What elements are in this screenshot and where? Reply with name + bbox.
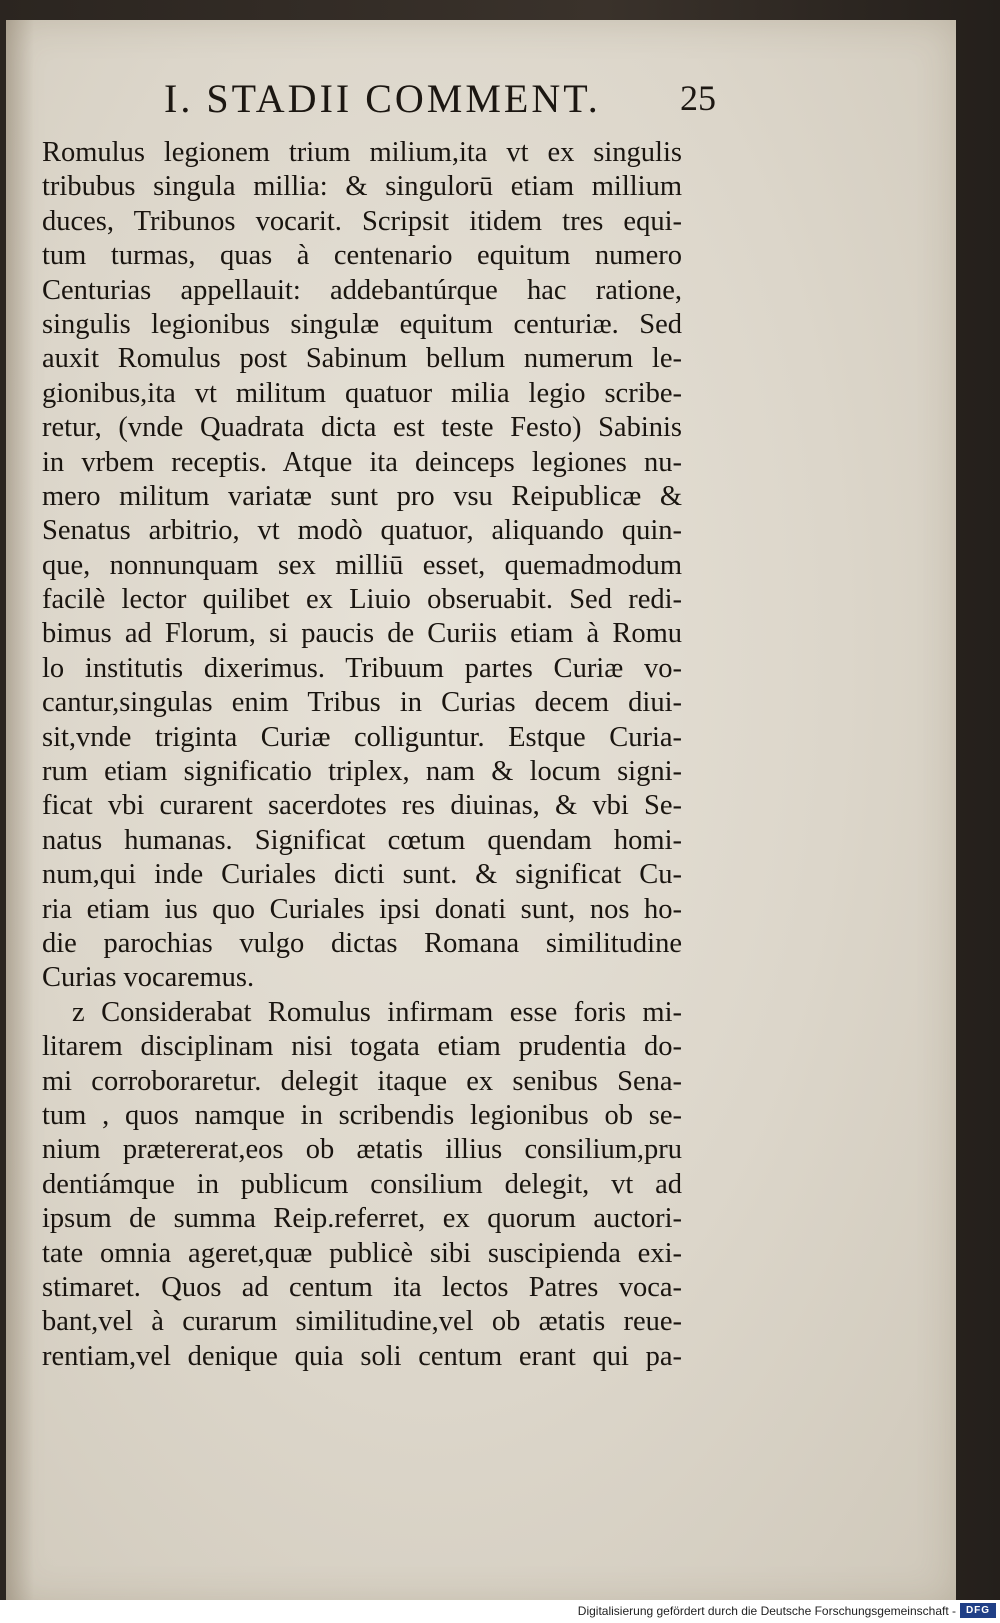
text-line: Romulus legionem trium milium,ita vt ex singulis (42, 137, 682, 168)
text-line: tum , quos namque in scribendis legionibus ob se- (42, 1099, 682, 1131)
funding-credit: Digitalisierung gefördert durch die Deutsche Forschungsgemeinschaft - (577, 1604, 956, 1618)
text-line: natus humanas. Significat cœtum quendam homi- (42, 824, 682, 856)
page-gutter-shadow (6, 20, 34, 1605)
text-line: duces, Tribunos vocarit. Scripsit itidem tres equi- (42, 205, 682, 237)
text-line: rentiam,vel denique quia soli centum erant qui pa- (42, 1340, 682, 1372)
text-line: gionibus,ita vt militum quatuor milia legio scribe- (42, 377, 682, 409)
text-line: Centurias appellauit: addebantúrque hac ratione, (42, 274, 682, 306)
running-title: I. STADII COMMENT. (164, 76, 601, 121)
text-line: mero militum variatæ sunt pro vsu Reipublicæ & (42, 480, 682, 512)
text-line: in vrbem receptis. Atque ita deinceps legiones nu- (42, 446, 682, 478)
text-line: tum turmas, quas à centenario equitum numero (42, 240, 682, 272)
text-line: dentiámque in publicum consilium delegit, vt ad (42, 1168, 682, 1200)
text-line: bimus ad Florum, si paucis de Curiis etiam à Romu (42, 618, 682, 650)
text-line: cantur,singulas enim Tribus in Curias decem diui- (42, 687, 682, 719)
text-line: facilè lector quilibet ex Liuio obseruabit. Sed redi- (42, 584, 682, 616)
text-line: tribubus singula millia: & singulorū etiam millium (42, 171, 682, 203)
text-line: num,qui inde Curiales dicti sunt. & significat Cu- (42, 859, 682, 891)
text-line: retur, (vnde Quadrata dicta est teste Festo) Sabinis (42, 412, 682, 444)
text-line: Senatus arbitrio, vt modò quatuor, aliquando quin- (42, 515, 682, 547)
book-page (6, 20, 956, 1605)
text-line: mi corroboraretur. delegit itaque ex senibus Sena- (42, 1065, 682, 1097)
text-line: stimaret. Quos ad centum ita lectos Patres voca- (42, 1271, 682, 1303)
text-line: tate omnia ageret,quæ publicè sibi suscipienda exi- (42, 1237, 682, 1269)
text-line: z Considerabat Romulus infirmam esse foris mi- (72, 996, 682, 1028)
text-line: singulis legionibus singulæ equitum centuriæ. Sed (42, 308, 682, 340)
page-header (136, 75, 716, 135)
text-line: nium prætererat,eos ob ætatis illius consilium,pru (42, 1134, 682, 1166)
text-line: die parochias vulgo dictas Romana similitudine (42, 927, 682, 959)
page-number: 25 (680, 78, 716, 118)
text-line: litarem disciplinam nisi togata etiam prudentia do- (42, 1031, 682, 1063)
text-line: lo institutis dixerimus. Tribuum partes Curiæ vo- (42, 652, 682, 684)
text-line: ficat vbi curarent sacerdotes res diuinas, & vbi Se- (42, 790, 682, 822)
text-line: que, nonnunquam sex milliū esset, quemadmodum (42, 549, 682, 581)
text-line: sit,vnde triginta Curiæ colliguntur. Estque Curia- (42, 721, 682, 753)
text-line: rum etiam significatio triplex, nam & locum signi- (42, 756, 682, 788)
text-line: bant,vel à curarum similitudine,vel ob ætatis reue- (42, 1306, 682, 1338)
text-line: Curias vocaremus. (42, 962, 255, 994)
text-line: auxit Romulus post Sabinum bellum numerum le- (42, 343, 682, 375)
text-line: ipsum de summa Reip.referret, ex quorum auctori- (42, 1203, 682, 1235)
footer-bar (0, 1600, 1000, 1623)
dfg-logo: DFG (960, 1603, 996, 1618)
body-text (42, 136, 682, 1374)
text-line: ria etiam ius quo Curiales ipsi donati sunt, nos ho- (42, 893, 682, 925)
